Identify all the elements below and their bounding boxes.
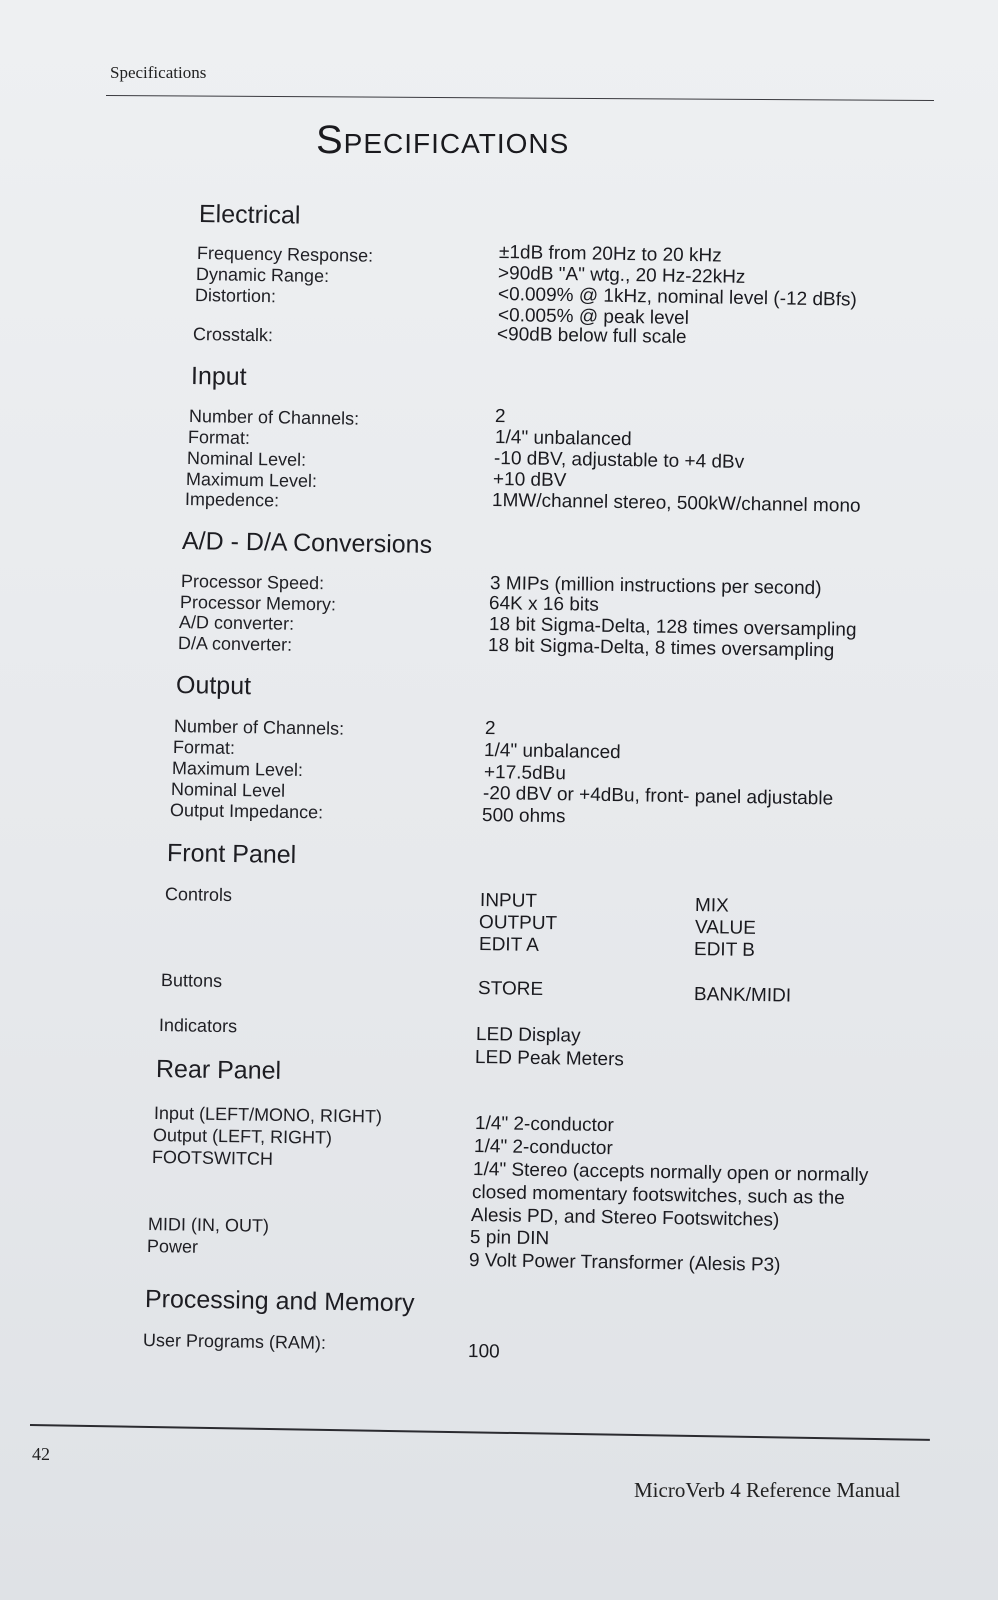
spec-label: Power bbox=[146, 1236, 199, 1257]
button-name: BANK/MIDI bbox=[693, 984, 792, 1007]
page-number: 42 bbox=[32, 1444, 50, 1464]
section-heading-front-panel: Front Panel bbox=[166, 839, 297, 870]
spec-value: 18 bit Sigma-Delta, 128 times oversampling bbox=[488, 614, 857, 641]
section-heading-electrical: Electrical bbox=[198, 200, 301, 230]
spec-label: D/A converter: bbox=[177, 633, 293, 655]
spec-label: FOOTSWITCH bbox=[151, 1147, 274, 1169]
spec-label: Frequency Response: bbox=[196, 243, 374, 266]
spec-value: 1/4" unbalanced bbox=[483, 740, 621, 764]
spec-value: 3 MIPs (million instructions per second) bbox=[489, 573, 822, 600]
spec-value: <90dB below full scale bbox=[496, 324, 687, 348]
page-title: Specifications bbox=[316, 118, 570, 162]
spec-label: Impedence: bbox=[184, 489, 280, 511]
spec-label: Processor Speed: bbox=[180, 571, 325, 594]
spec-label: Processor Memory: bbox=[179, 592, 337, 615]
spec-label-buttons: Buttons bbox=[160, 970, 223, 991]
spec-value: 2 bbox=[484, 718, 496, 740]
spec-value: 1MW/channel stereo, 500kW/channel mono bbox=[491, 490, 861, 517]
spec-label: Nominal Level: bbox=[186, 448, 307, 470]
spec-label: Output (LEFT, RIGHT) bbox=[152, 1125, 333, 1148]
control-name: VALUE bbox=[694, 917, 757, 939]
spec-value: -10 dBV, adjustable to +4 dBv bbox=[493, 448, 745, 473]
spec-value: 64K x 16 bits bbox=[488, 593, 600, 616]
spec-label-controls: Controls bbox=[164, 884, 233, 906]
section-heading-processing: Processing and Memory bbox=[144, 1285, 415, 1318]
footer-rule bbox=[30, 1424, 930, 1441]
indicator-name: LED Peak Meters bbox=[474, 1047, 625, 1071]
button-name: STORE bbox=[477, 978, 544, 1001]
spec-value: 1/4" unbalanced bbox=[494, 427, 632, 451]
spec-label: Number of Channels: bbox=[173, 716, 345, 739]
section-heading-rear-panel: Rear Panel bbox=[155, 1055, 282, 1085]
control-name: EDIT B bbox=[693, 939, 756, 961]
spec-value: 9 Volt Power Transformer (Alesis P3) bbox=[468, 1250, 781, 1276]
spec-value: 1/4" 2-conductor bbox=[474, 1113, 614, 1137]
spec-value: -20 dBV or +4dBu, front- panel adjustable bbox=[482, 783, 834, 810]
control-name: MIX bbox=[694, 895, 729, 917]
spec-value: 2 bbox=[494, 406, 506, 428]
spec-value: 18 bit Sigma-Delta, 8 times oversampling bbox=[487, 635, 835, 662]
spec-label: Number of Channels: bbox=[188, 406, 360, 429]
section-heading-conversions: A/D - D/A Conversions bbox=[181, 527, 433, 559]
spec-value: +10 dBV bbox=[492, 469, 567, 492]
spec-value: <0.009% @ 1kHz, nominal level (-12 dBfs) bbox=[497, 284, 857, 311]
spec-label: A/D converter: bbox=[178, 612, 295, 634]
header-rule bbox=[106, 95, 934, 101]
spec-label: Maximum Level: bbox=[185, 469, 318, 492]
spec-value: 500 ohms bbox=[481, 805, 566, 828]
spec-value: 1/4" 2-conductor bbox=[473, 1136, 613, 1160]
spec-label: Dynamic Range: bbox=[195, 264, 330, 287]
spec-value: closed momentary footswitches, such as the bbox=[471, 1182, 845, 1209]
spec-value: ±1dB from 20Hz to 20 kHz bbox=[498, 242, 722, 267]
spec-label: Crosstalk: bbox=[192, 324, 274, 346]
spec-label-indicators: Indicators bbox=[158, 1015, 238, 1037]
control-name: INPUT bbox=[479, 890, 538, 912]
spec-label: Distortion: bbox=[194, 285, 277, 307]
indicator-name: LED Display bbox=[475, 1024, 581, 1047]
spec-label: Input (LEFT/MONO, RIGHT) bbox=[153, 1103, 383, 1127]
spec-label: Maximum Level: bbox=[171, 758, 304, 781]
spec-label: Output Impedance: bbox=[169, 800, 324, 823]
spec-label: MIDI (IN, OUT) bbox=[147, 1214, 270, 1236]
spec-value: 100 bbox=[467, 1341, 500, 1363]
spec-label: Format: bbox=[187, 427, 251, 448]
control-name: EDIT A bbox=[478, 934, 540, 956]
control-name: OUTPUT bbox=[478, 912, 558, 935]
spec-value: <0.005% @ peak level bbox=[497, 305, 690, 329]
running-head: Specifications bbox=[110, 63, 207, 82]
spec-value: Alesis PD, and Stereo Footswitches) bbox=[470, 1205, 780, 1231]
spec-value: 5 pin DIN bbox=[469, 1227, 550, 1250]
spec-value: 1/4" Stereo (accepts normally open or normally bbox=[472, 1159, 869, 1187]
spec-value: +17.5dBu bbox=[483, 762, 567, 785]
section-heading-input: Input bbox=[190, 362, 247, 391]
footer-title: MicroVerb 4 Reference Manual bbox=[634, 1478, 901, 1502]
section-heading-output: Output bbox=[175, 671, 252, 701]
spec-label: Nominal Level bbox=[170, 779, 286, 801]
spec-value: >90dB "A" wtg., 20 Hz-22kHz bbox=[497, 263, 746, 288]
spec-label: User Programs (RAM): bbox=[142, 1330, 327, 1353]
spec-label: Format: bbox=[172, 737, 236, 758]
